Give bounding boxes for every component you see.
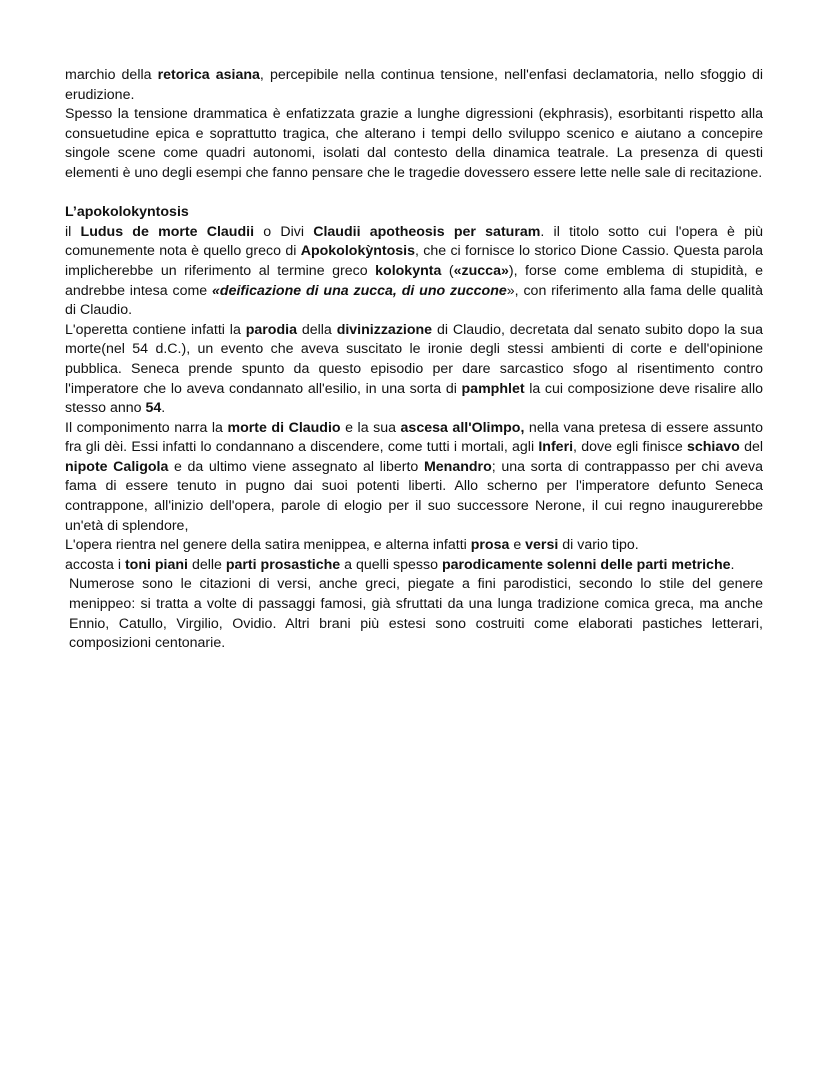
p3-run-9: «zucca»	[453, 262, 509, 279]
p3-run-7: kolokynta	[375, 262, 442, 279]
p7-run-0: accosta i	[65, 556, 125, 573]
p6-run-1: prosa	[470, 537, 510, 554]
p4-run-0: L'operetta contiene infatti la	[65, 321, 246, 338]
p3-run-12: », con riferimento alla fama delle qualità di Claudio.	[65, 282, 763, 319]
p5-run-10: e da ultimo viene assegnato al liberto	[168, 458, 424, 475]
p6-run-4: di vario tipo.	[558, 537, 639, 554]
p4-run-1: parodia	[245, 321, 297, 338]
p5-run-1: morte di Claudio	[227, 419, 341, 436]
p1-run-1: retorica asiana	[157, 67, 260, 83]
paragraph-citazioni	[65, 575, 763, 653]
p3-run-1: Ludus de morte Claudii	[80, 223, 255, 240]
p8-run-0: Numerose sono le citazioni di versi, anche greci, piegate a fini parodistici, secondo lo stile del genere menippeo: si tratta a volte di passaggi famosi, già sfruttati da una lunga tradizione comica greca, ma anche Ennio, Catullo, Virgilio, Ovidio. Altri brani più estesi sono costruiti come elaborati pastiches letterari, composizioni centonarie.	[69, 576, 763, 652]
p3-run-8: (	[441, 262, 454, 279]
p7-run-2: delle	[188, 556, 226, 573]
p5-run-9: nipote Caligola	[65, 458, 169, 475]
p5-run-6: , dove egli finisce	[573, 439, 687, 456]
p6-run-2: e	[509, 537, 526, 554]
p5-run-8: del	[739, 439, 763, 456]
p4-run-6: la cui composizione deve risalire allo stesso anno	[65, 380, 763, 417]
p4-run-8: .	[161, 400, 166, 417]
p4-run-7: 54	[145, 400, 162, 417]
paragraph-componimento	[65, 419, 763, 537]
p5-run-12: ; una sorta di contrappasso per chi aveva fama di essere tenuto in pugno dai suoi potenti liberti. Allo scherno per l'imperatore defunto Seneca contrappone, all'inizio dell'opera, parole di elogio per il suo successore Nerone, il cui regno inaugurerebbe un'età di splendore,	[65, 458, 763, 534]
p6-run-3: versi	[525, 537, 559, 554]
p2-run-0: Spesso la tensione drammatica è enfatizzata grazie a lunghe digressioni (ekphrasis), esorbitanti rispetto alla consuetudine epica e soprattutto tragica, che alterano i tempi dello sviluppo scenico e aiutano a concepire singole scene come quadri autonomi, isolati dal contesto della dinamica teatrale. La presenza di questi elementi è uno degli esempi che fanno pensare che le tragedie dovessero essere lette nelle sale di recitazione.	[65, 106, 763, 181]
p3-run-2: o Divi	[254, 223, 314, 240]
p5-run-5: Inferi	[538, 439, 574, 456]
document-page	[65, 66, 763, 654]
p7-run-5: parodicamente solenni delle parti metriche	[441, 556, 731, 573]
p3-run-4: . il titolo sotto cui l'opera è più comunemente nota è quello greco di	[65, 223, 764, 260]
p4-run-4: di Claudio, decretata dal senato subito dopo la sua morte(nel 54 d.C.), un evento che aveva suscitato le ironie degli stessi ambienti di corte e dell'opinione pubblica. Seneca prende spunto da questo episodio per dare sarcastico sfogo al risentimento contro l'imperatore che lo aveva condannato all'esilio, in una sorta di	[65, 321, 763, 397]
p3-run-0: il	[65, 223, 81, 240]
p7-run-4: a quelli spesso	[340, 556, 442, 573]
paragraph-titolo	[65, 223, 763, 321]
p4-run-2: della	[296, 321, 337, 338]
p3-run-11: «deificazione di una zucca, di uno zuccone	[212, 282, 507, 299]
p5-run-4: nella vana pretesa di essere assunto fra gli dèi. Essi infatti lo condannano a discendere, come tutti i mortali, agli	[65, 419, 763, 456]
paragraph-parodia	[65, 321, 763, 419]
p5-run-7: schiavo	[686, 439, 740, 456]
p1-run-2: , percepibile nella continua tensione, nell'enfasi declamatoria, nello sfoggio di erudizione.	[65, 67, 763, 103]
section-heading: L’apokolokyntosis	[65, 204, 189, 221]
p3-run-5: Apokolokỳntosis	[300, 243, 416, 260]
paragraph-toni	[65, 556, 763, 576]
p7-run-1: toni piani	[124, 556, 188, 573]
paragraph-genere	[65, 536, 763, 556]
p3-run-6: , che ci fornisce lo storico Dione Cassio. Questa parola implicherebbe un riferimento al termine greco	[65, 243, 763, 279]
p5-run-3: ascesa all'Olimpo,	[400, 419, 525, 436]
p4-run-3: divinizzazione	[336, 321, 433, 338]
p5-run-11: Menandro	[423, 458, 492, 475]
p5-run-2: e la sua	[340, 419, 401, 436]
p4-run-5: pamphlet	[461, 380, 525, 397]
p1-run-0: marchio della	[65, 67, 158, 83]
p5-run-0: Il componimento narra la	[65, 419, 228, 436]
p3-run-10: ), forse come emblema di stupidità, e andrebbe intesa come	[65, 262, 763, 299]
p6-run-0: L'opera rientra nel genere della satira menippea, e alterna infatti	[65, 537, 471, 554]
p7-run-3: parti prosastiche	[225, 556, 341, 573]
paragraph-tensione	[65, 105, 763, 183]
p3-run-3: Claudii apotheosis per saturam	[313, 223, 541, 240]
p7-run-6: .	[730, 556, 735, 573]
paragraph-retorica	[65, 66, 763, 105]
